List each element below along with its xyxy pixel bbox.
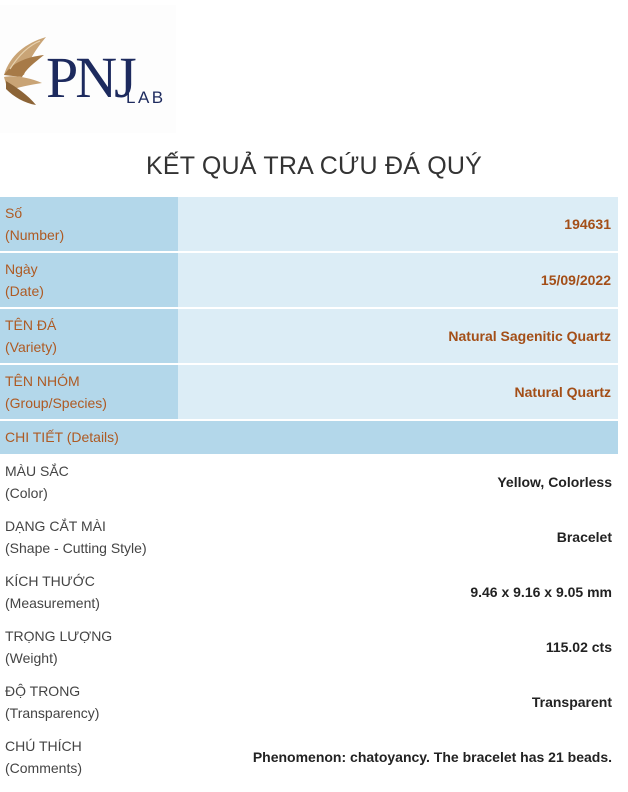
details-label-en: (Measurement) (5, 594, 100, 611)
details-value-comments: Phenomenon: chatoyancy. The bracelet has 21 beads. (252, 748, 612, 765)
logo-brand-text: PNJ (46, 45, 134, 110)
details-label-vi: CHÚ THÍCH (5, 737, 82, 754)
info-table (0, 197, 618, 419)
details-label-en: (Transparency) (5, 704, 100, 721)
logo-sub-text: LAB (126, 88, 166, 107)
info-row-group (0, 365, 618, 419)
details-value-transparency: Transparent (531, 693, 612, 710)
details-row-weight (0, 619, 618, 674)
info-row-date (0, 253, 618, 307)
details-label (0, 564, 200, 619)
details-value-measurement: 9.46 x 9.16 x 9.05 mm (470, 583, 612, 600)
details-row-transparency (0, 674, 618, 729)
info-label (0, 197, 178, 251)
details-value-weight: 115.02 cts (545, 638, 612, 655)
info-value-date: 15/09/2022 (178, 253, 618, 307)
details-label-vi: MÀU SẮC (5, 462, 69, 479)
info-label (0, 365, 178, 419)
details-label-vi: KÍCH THƯỚC (5, 572, 95, 589)
info-label-vi: TÊN ĐÁ (5, 317, 57, 333)
info-label-en: (Variety) (5, 339, 57, 355)
details-label-vi: DẠNG CẮT MÀI (5, 517, 106, 534)
details-row-comments (0, 729, 618, 784)
details-header: CHI TIẾT (Details) (0, 421, 618, 454)
pnj-lotus-logo-icon (0, 5, 176, 133)
details-label-en: (Shape - Cutting Style) (5, 539, 147, 556)
info-row-number (0, 197, 618, 251)
info-label-vi: TÊN NHÓM (5, 373, 80, 389)
page-title: KẾT QUẢ TRA CỨU ĐÁ QUÝ (145, 152, 482, 180)
info-label-en: (Date) (5, 283, 44, 299)
details-row-shape (0, 509, 618, 564)
info-label-en: (Number) (5, 227, 65, 243)
info-label-en: (Group/Species) (5, 395, 107, 411)
info-value-group: Natural Quartz (178, 365, 618, 419)
details-label (0, 619, 200, 674)
info-value-variety: Natural Sagenitic Quartz (178, 309, 618, 363)
info-label-vi: Số (5, 205, 23, 221)
details-label (0, 509, 200, 564)
details-value-color: Yellow, Colorless (497, 473, 612, 490)
info-row-variety (0, 309, 618, 363)
details-label (0, 674, 200, 729)
details-label (0, 454, 200, 509)
details-table (0, 454, 618, 784)
info-label (0, 253, 178, 307)
details-label-en: (Color) (5, 484, 48, 501)
details-label (0, 729, 200, 784)
info-value-number: 194631 (178, 197, 618, 251)
details-label-en: (Comments) (5, 759, 83, 776)
details-label-vi: ĐỘ TRONG (5, 682, 81, 699)
details-label-en: (Weight) (5, 649, 58, 666)
details-value-shape: Bracelet (556, 528, 612, 545)
info-label-vi: Ngày (5, 261, 38, 277)
pnj-lab-logo (0, 5, 176, 133)
info-label (0, 309, 178, 363)
details-row-measurement (0, 564, 618, 619)
details-label-vi: TRỌNG LƯỢNG (5, 627, 113, 644)
details-row-color (0, 454, 618, 509)
